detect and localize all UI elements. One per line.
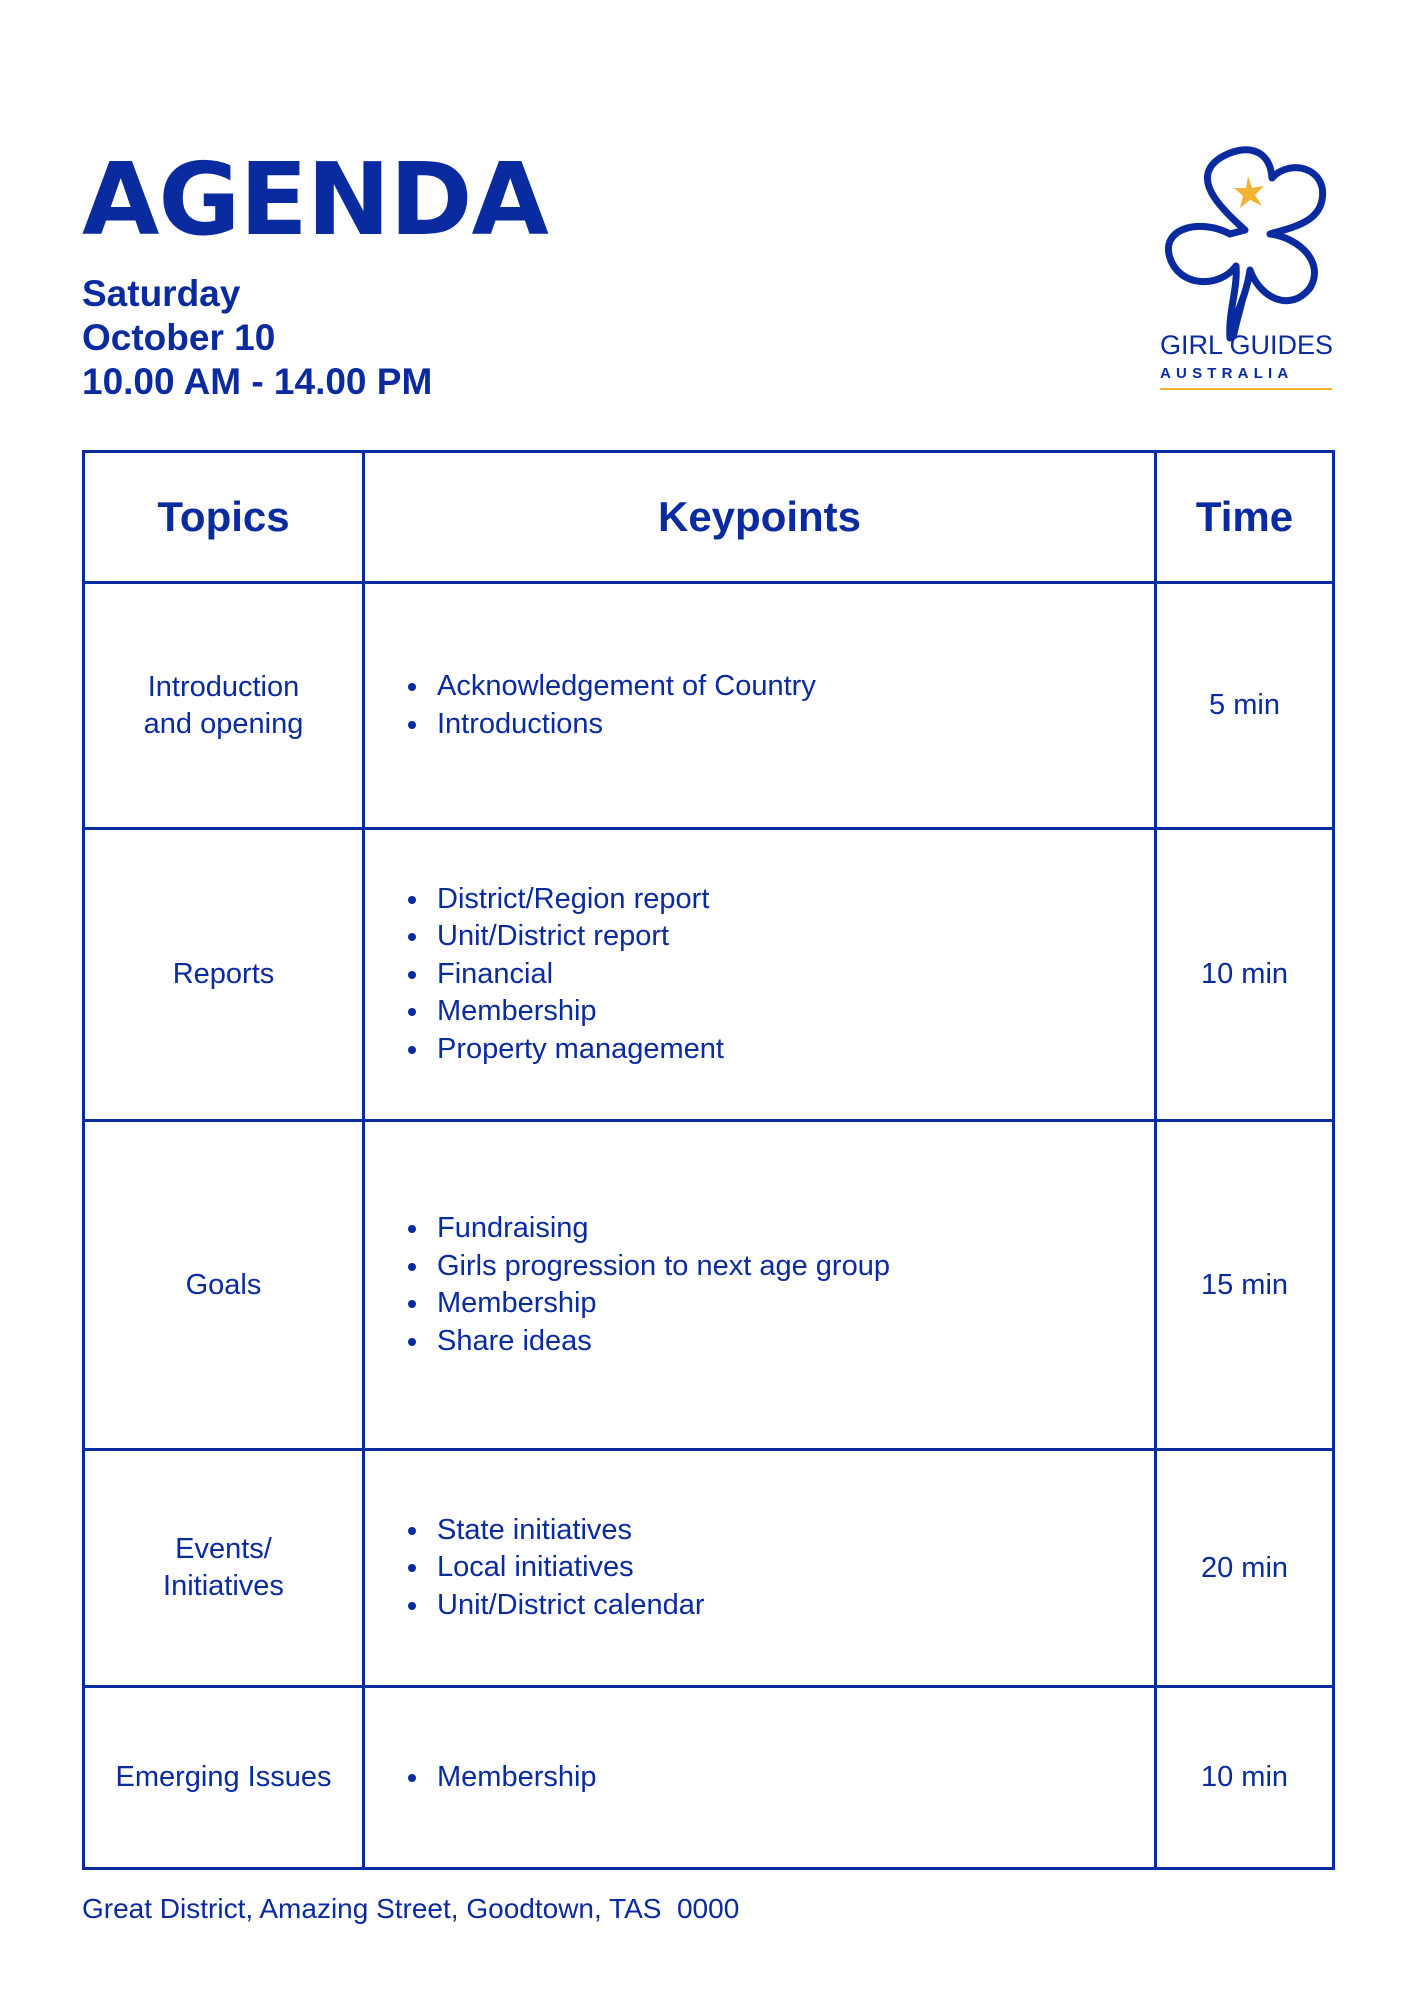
- table-row: [84, 1121, 1334, 1450]
- meeting-day: Saturday: [82, 273, 241, 314]
- list-item: • Membership: [431, 993, 1154, 1031]
- footer-address: Great District, Amazing Street, Goodtown, TAS 0000: [82, 1893, 740, 1924]
- logo-name: GIRL GUIDES: [1160, 330, 1334, 360]
- list-item: • Girls progression to next age group: [431, 1248, 1154, 1286]
- meeting-details: [82, 272, 432, 404]
- meeting-date: October 10: [82, 317, 276, 358]
- list-item: • Membership: [431, 1285, 1154, 1323]
- page-title: AGENDA: [82, 141, 548, 258]
- list-item: • Introductions: [431, 706, 1154, 744]
- keypoints-cell: [364, 1450, 1156, 1687]
- time-cell: 20 min: [1156, 1450, 1334, 1687]
- agenda-table: [82, 450, 1335, 1870]
- keypoints-cell: [364, 583, 1156, 829]
- time-cell: 10 min: [1156, 1687, 1334, 1869]
- header-keypoints: Keypoints: [364, 452, 1156, 583]
- table-row: [84, 829, 1334, 1121]
- keypoints-cell: [364, 829, 1156, 1121]
- list-item: • Unit/District report: [431, 918, 1154, 956]
- list-item: • State initiatives: [431, 1512, 1154, 1550]
- table-row: [84, 1450, 1334, 1687]
- list-item: • Membership: [431, 1759, 1154, 1797]
- topic-cell: Emerging Issues: [84, 1687, 364, 1869]
- time-cell: 15 min: [1156, 1121, 1334, 1450]
- topic-cell: Events/ Initiatives: [84, 1450, 364, 1687]
- topic-cell: Reports: [84, 829, 364, 1121]
- logo-wordmark: [1160, 330, 1340, 390]
- logo-subtitle: AUSTRALIA: [1160, 365, 1294, 382]
- topic-cell: Goals: [84, 1121, 364, 1450]
- list-item: • Financial: [431, 956, 1154, 994]
- keypoints-cell: [364, 1687, 1156, 1869]
- list-item: • District/Region report: [431, 881, 1154, 919]
- meeting-time: 10.00 AM - 14.00 PM: [82, 361, 433, 402]
- keypoints-cell: [364, 1121, 1156, 1450]
- topic-cell: Introduction and opening: [84, 583, 364, 829]
- list-item: • Unit/District calendar: [431, 1587, 1154, 1625]
- list-item: • Acknowledgement of Country: [431, 668, 1154, 706]
- logo-rule: [1160, 388, 1332, 390]
- header-time: Time: [1156, 452, 1334, 583]
- header-topics: Topics: [84, 452, 364, 583]
- time-cell: 5 min: [1156, 583, 1334, 829]
- time-cell: 10 min: [1156, 829, 1334, 1121]
- table-header-row: [84, 452, 1334, 583]
- list-item: • Share ideas: [431, 1323, 1154, 1361]
- table-row: [84, 1687, 1334, 1869]
- list-item: • Local initiatives: [431, 1549, 1154, 1587]
- list-item: • Property management: [431, 1031, 1154, 1069]
- table-row: [84, 583, 1334, 829]
- list-item: • Fundraising: [431, 1210, 1154, 1248]
